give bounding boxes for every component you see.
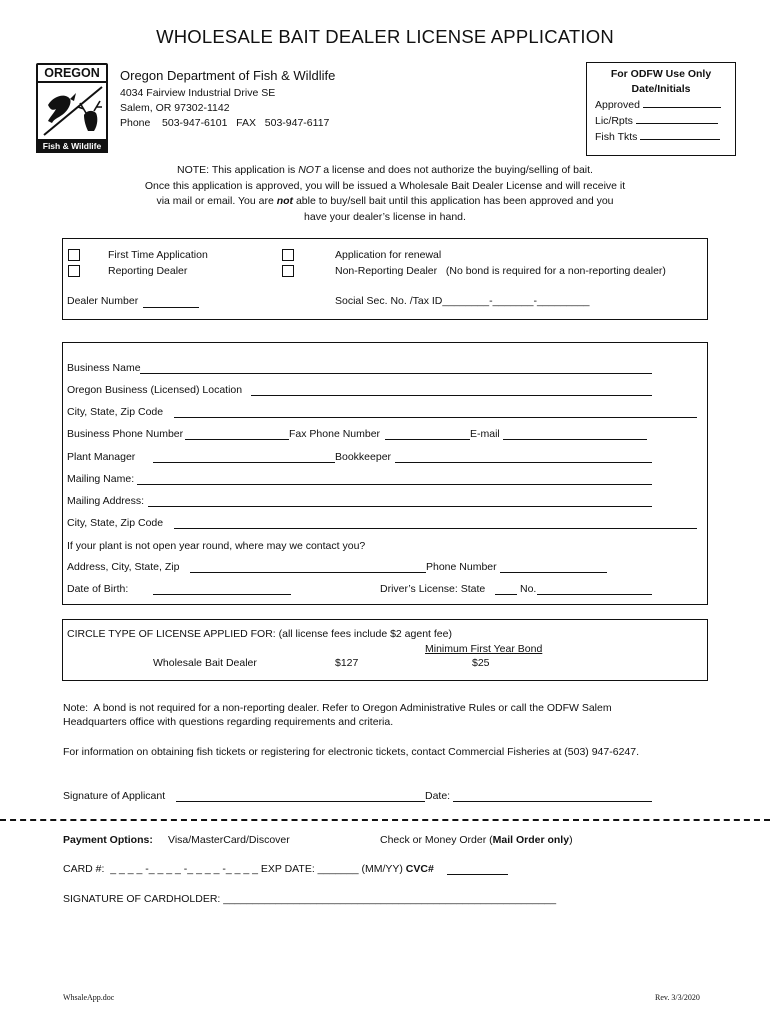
renewal-checkbox[interactable] <box>282 249 294 261</box>
dealer-number-label: Dealer Number <box>67 295 139 307</box>
logo-fish-wildlife-text: Fish & Wildlife <box>36 139 108 153</box>
cvc-label: CVC# <box>405 863 434 875</box>
contact-address-label: Address, City, State, Zip <box>67 561 180 573</box>
city-state-zip-2-field[interactable] <box>174 528 697 529</box>
business-name-label: Business Name <box>67 362 141 374</box>
email-field[interactable] <box>503 439 647 440</box>
license-fee: $127 <box>335 657 359 669</box>
agency-name: Oregon Department of Fish & Wildlife <box>120 68 336 83</box>
not-open-question: If your plant is not open year round, where may we contact you? <box>67 540 366 552</box>
mailing-name-field[interactable] <box>137 484 652 485</box>
cardholder-signature-field[interactable]: SIGNATURE OF CARDHOLDER: _________________________________________________________ <box>63 893 557 905</box>
signature-date-field[interactable] <box>453 801 652 802</box>
applicant-signature-label: Signature of Applicant <box>63 790 166 802</box>
agency-address-1: 4034 Fairview Industrial Drive SE <box>120 87 276 99</box>
payment-options-label: Payment Options: <box>63 834 153 846</box>
page-title: WHOLESALE BAIT DEALER LICENSE APPLICATION <box>156 26 614 47</box>
business-location-field[interactable] <box>251 395 652 396</box>
fish-and-elk-icon <box>40 85 106 137</box>
fish-tkts-field[interactable] <box>640 129 720 140</box>
business-phone-field[interactable] <box>185 439 289 440</box>
business-location-label: Oregon Business (Licensed) Location <box>67 384 243 396</box>
note-not-emphasis-2: not <box>276 195 294 207</box>
first-time-label: First Time Application <box>108 249 208 261</box>
city-state-zip-field[interactable] <box>174 417 697 418</box>
renewal-label: Application for renewal <box>335 249 442 261</box>
note-line-1a: NOTE: This application is <box>177 164 299 176</box>
card-line-text: CARD #: _ _ _ _ -_ _ _ _ -_ _ _ _ -_ _ _ _ EXP DATE: _______ (MM/YY) <box>63 863 406 875</box>
fax-phone-label: Fax Phone Number <box>289 428 381 440</box>
mail-order-only-emphasis: Mail Order only <box>492 834 570 846</box>
fish-tickets-note: For information on obtaining fish tickets or registering for electronic tickets, contact Commercial Fisheries at (503) 947-6247. <box>63 746 640 758</box>
lic-rpts-label: Lic/Rpts <box>595 115 633 127</box>
odfw-box-subheading: Date/Initials <box>631 83 691 95</box>
dealer-number-field[interactable] <box>143 307 199 308</box>
approved-label: Approved <box>595 99 640 111</box>
drivers-license-label: Driver’s License: State <box>380 583 486 595</box>
business-phone-label: Business Phone Number <box>67 428 184 440</box>
signature-date-label: Date: <box>425 790 451 802</box>
lic-rpts-field[interactable] <box>636 113 718 124</box>
license-type-heading: CIRCLE TYPE OF LICENSE APPLIED FOR: (all license fees include $2 agent fee) <box>67 628 452 640</box>
date-of-birth-field[interactable] <box>153 594 291 595</box>
date-of-birth-label: Date of Birth: <box>67 583 129 595</box>
city-state-zip-2-label: City, State, Zip Code <box>67 517 164 529</box>
footer-revision: Rev. 3/3/2020 <box>655 993 700 1002</box>
cvc-field[interactable] <box>447 874 508 875</box>
footer-filename: WhsaleApp.doc <box>63 993 115 1002</box>
email-label: E-mail <box>470 428 500 440</box>
ssn-tax-id-field[interactable]: Social Sec. No. /Tax ID________-_______-_________ <box>335 295 590 307</box>
mailing-address-label: Mailing Address: <box>67 495 145 507</box>
plant-manager-field[interactable] <box>153 462 335 463</box>
check-money-order-label: Check or Money Order ( <box>380 834 493 846</box>
first-time-checkbox[interactable] <box>68 249 80 261</box>
bond-amount: $25 <box>472 657 490 669</box>
contact-address-field[interactable] <box>190 572 426 573</box>
drivers-license-no-label: No. <box>520 583 537 595</box>
mailing-address-field[interactable] <box>148 506 652 507</box>
contact-phone-field[interactable] <box>500 572 607 573</box>
approved-field[interactable] <box>643 97 721 108</box>
agency-phone: Phone 503-947-6101 FAX 503-947-6117 <box>120 117 330 129</box>
cut-line-divider <box>0 819 770 821</box>
city-state-zip-label: City, State, Zip Code <box>67 406 164 418</box>
note-not-emphasis: NOT <box>298 164 321 176</box>
plant-manager-label: Plant Manager <box>67 451 136 463</box>
business-name-field[interactable] <box>140 373 652 374</box>
bookkeeper-field[interactable] <box>395 462 652 463</box>
mailing-name-label: Mailing Name: <box>67 473 135 485</box>
check-close-paren: ) <box>569 834 573 846</box>
bond-note-line-2: Headquarters office with questions regarding requirements and criteria. <box>63 716 394 728</box>
note-line-2: Once this application is approved, you will be issued a Wholesale Bait Dealer License and will receive it <box>144 179 626 192</box>
contact-phone-label: Phone Number <box>426 561 497 573</box>
note-line-1c: a license and does not authorize the buying/selling of bait. <box>320 164 593 176</box>
fish-tkts-label: Fish Tkts <box>595 131 638 143</box>
note-line-3c: able to buy/sell bait until this application has been approved and you <box>293 195 614 207</box>
odfw-use-only-box <box>586 62 736 156</box>
odfw-box-heading: For ODFW Use Only <box>610 68 712 80</box>
reporting-dealer-checkbox[interactable] <box>68 265 80 277</box>
bond-note-line-1: Note: A bond is not required for a non-reporting dealer. Refer to Oregon Administrative Rules or call the ODFW Salem <box>63 702 612 714</box>
agency-address-2: Salem, OR 97302-1142 <box>120 102 230 114</box>
bookkeeper-label: Bookkeeper <box>335 451 392 463</box>
minimum-bond-heading: Minimum First Year Bond <box>425 643 543 655</box>
odfw-logo <box>36 63 108 153</box>
drivers-license-state-field[interactable] <box>495 594 517 595</box>
non-reporting-checkbox[interactable] <box>282 265 294 277</box>
wholesale-bait-dealer-option[interactable]: Wholesale Bait Dealer <box>153 657 257 669</box>
applicant-signature-field[interactable] <box>176 801 425 802</box>
note-line-4: have your dealer’s license in hand. <box>304 210 466 223</box>
logo-oregon-text: OREGON <box>38 65 106 83</box>
card-number-exp-field[interactable] <box>63 863 434 875</box>
drivers-license-number-field[interactable] <box>537 594 652 595</box>
card-types: Visa/MasterCard/Discover <box>168 834 290 846</box>
check-money-order-text <box>380 834 573 846</box>
note-line-3a: via mail or email. You are <box>156 195 277 207</box>
reporting-dealer-label: Reporting Dealer <box>108 265 188 277</box>
license-note <box>90 163 680 225</box>
fax-phone-field[interactable] <box>385 439 470 440</box>
non-reporting-label: Non-Reporting Dealer (No bond is required for a non-reporting dealer) <box>335 265 666 277</box>
